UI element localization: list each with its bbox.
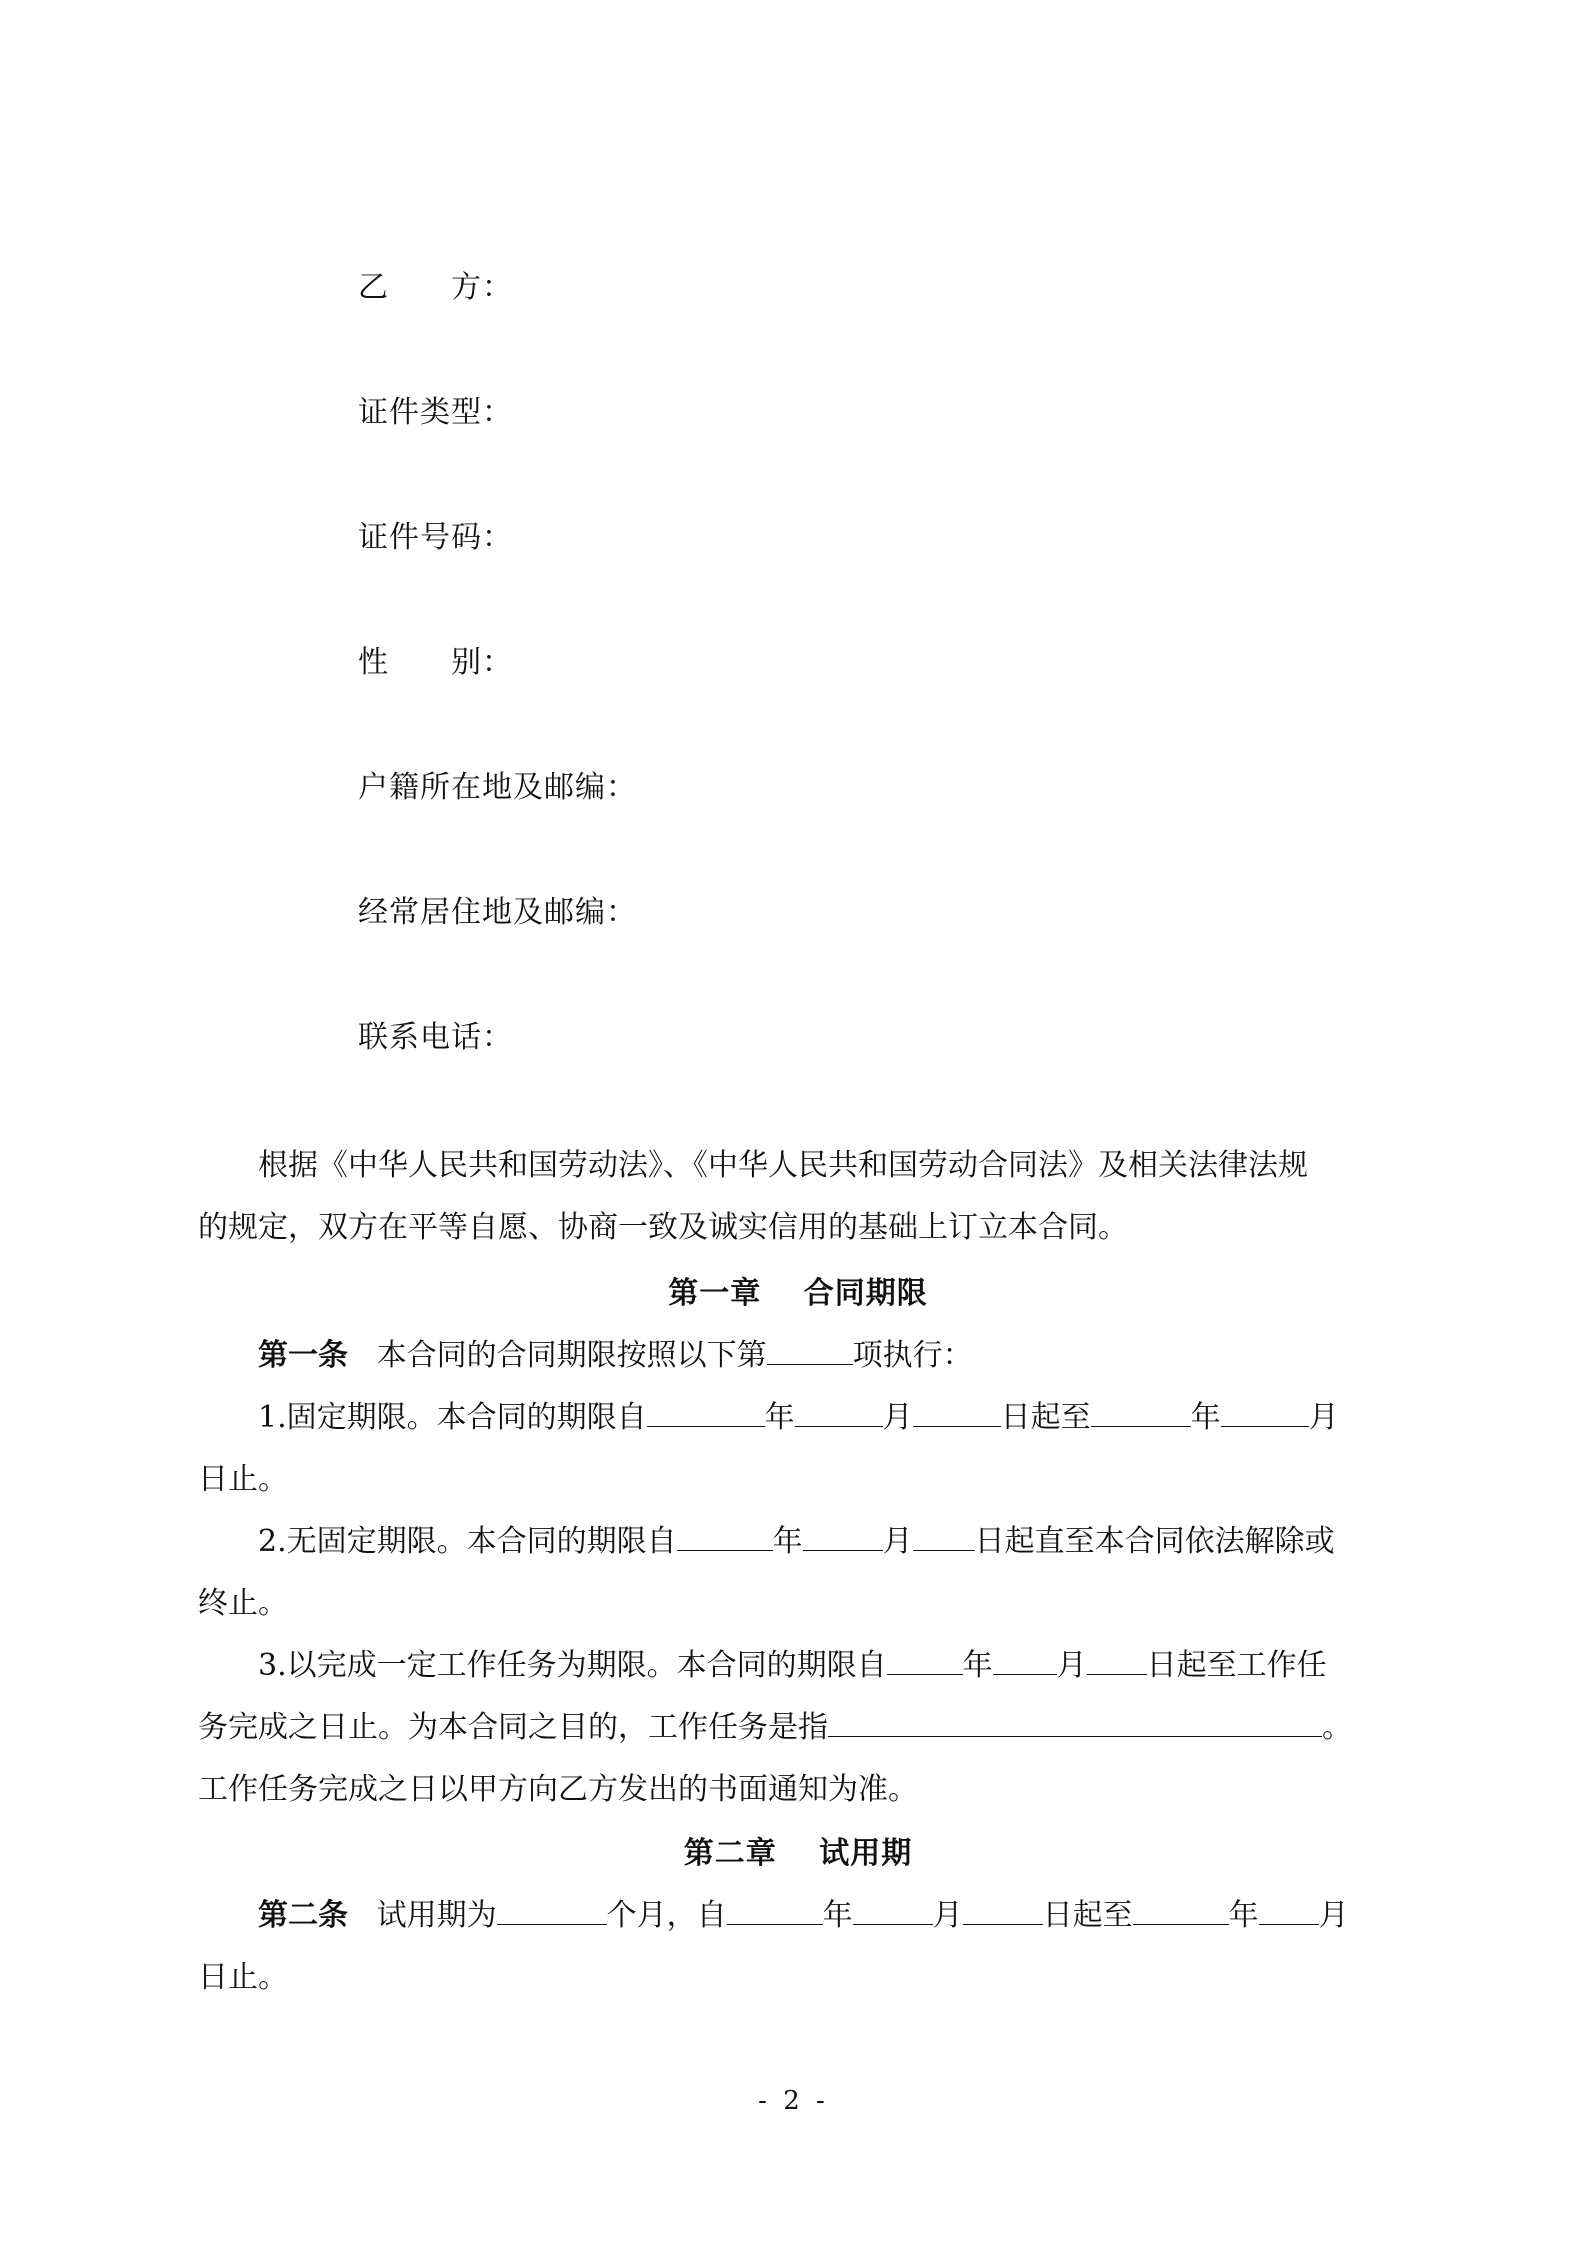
chapter-1-title: 第一章 合同期限	[668, 1276, 928, 1311]
article-2-text-e: 日起至	[1042, 1898, 1133, 1933]
intro-line-1: 根据《中华人民共和国劳动法》、《中华人民共和国劳动合同法》及相关法律法规	[258, 1148, 1308, 1183]
intro-line-2: 的规定，双方在平等自愿、协商一致及诚实信用的基础上订立本合同。	[198, 1210, 1128, 1245]
blank-year[interactable]	[727, 1892, 823, 1925]
blank-year[interactable]	[1091, 1394, 1191, 1427]
item-2-text-a: 2.无固定期限。本合同的期限自	[258, 1524, 677, 1559]
blank-day[interactable]	[1087, 1642, 1147, 1675]
article-2-text-f: 年	[1228, 1898, 1259, 1933]
item-1-text-b: 年	[764, 1400, 795, 1435]
gender-label: 性 别：	[358, 645, 513, 680]
item-3-text-line2a: 务完成之日止。为本合同之目的，工作任务是指	[198, 1710, 828, 1745]
chapter-2-title: 第二章 试用期	[683, 1836, 913, 1871]
item-1-text-d: 日起至	[1000, 1400, 1091, 1435]
article-1-label: 第一条	[258, 1338, 348, 1373]
item-3-text-c: 月	[1056, 1648, 1087, 1683]
chapter-2-body	[198, 1885, 1398, 2009]
item-3-text-line2b: 。	[1322, 1710, 1352, 1745]
item-2-text-b: 年	[772, 1524, 803, 1559]
item-1-text-e: 年	[1190, 1400, 1221, 1435]
article-2-text-b: 个月，自	[606, 1898, 727, 1933]
blank-work-task[interactable]	[828, 1704, 1322, 1737]
blank-day[interactable]	[963, 1892, 1043, 1925]
item-3-line-1	[198, 1635, 1398, 1697]
blank-year[interactable]	[887, 1642, 963, 1675]
intro-paragraph	[198, 1135, 1398, 1259]
item-2-text-d: 日起直至本合同依法解除或	[974, 1524, 1335, 1559]
article-2-text-d: 月	[932, 1898, 963, 1933]
blank-month[interactable]	[853, 1892, 933, 1925]
id-number-label: 证件号码：	[358, 520, 513, 555]
article-1-text-b: 项执行：	[852, 1338, 973, 1373]
article-2-text-c: 年	[822, 1898, 853, 1933]
article-2-line-1	[198, 1885, 1398, 1947]
article-2-text-a: 试用期为	[376, 1898, 497, 1933]
blank-month[interactable]	[993, 1642, 1057, 1675]
item-3-text-d: 日起至工作任	[1146, 1648, 1327, 1683]
phone-label: 联系电话：	[358, 1020, 513, 1055]
blank-month[interactable]	[795, 1394, 883, 1427]
blank-day[interactable]	[913, 1518, 975, 1551]
item-1-text-c: 月	[882, 1400, 913, 1435]
blank-year[interactable]	[677, 1518, 773, 1551]
household-address-label: 户籍所在地及邮编：	[358, 770, 637, 805]
blank-year[interactable]	[1133, 1892, 1229, 1925]
item-1-text-f: 月	[1308, 1400, 1339, 1435]
item-2-line-2: 终止。	[198, 1586, 288, 1621]
blank-month[interactable]	[803, 1518, 883, 1551]
item-3-line-2	[198, 1697, 1398, 1759]
blank-item-number[interactable]	[767, 1332, 853, 1365]
chapter-1-body	[198, 1325, 1398, 1821]
id-type-label: 证件类型：	[358, 395, 513, 430]
blank-month[interactable]	[1259, 1892, 1319, 1925]
article-2-text-g: 月	[1318, 1898, 1349, 1933]
article-2-label: 第二条	[258, 1898, 348, 1933]
page-number: - 2 -	[758, 2086, 829, 2116]
blank-year[interactable]	[647, 1394, 765, 1427]
item-3-text-b: 年	[962, 1648, 993, 1683]
item-2-text-c: 月	[882, 1524, 913, 1559]
item-1-line-2: 日止。	[198, 1462, 288, 1497]
blank-day[interactable]	[913, 1394, 1001, 1427]
article-1-text-a: 本合同的合同期限按照以下第	[376, 1338, 767, 1373]
article-1	[198, 1325, 1398, 1387]
item-2-line-1	[198, 1511, 1398, 1573]
item-3-line-3: 工作任务完成之日以甲方向乙方发出的书面通知为准。	[198, 1772, 918, 1807]
item-1-text-a: 1.固定期限。本合同的期限自	[258, 1400, 647, 1435]
blank-month[interactable]	[1221, 1394, 1309, 1427]
blank-months[interactable]	[497, 1892, 607, 1925]
item-3-text-a: 3.以完成一定工作任务为期限。本合同的期限自	[258, 1648, 887, 1683]
item-1-line-1	[198, 1387, 1398, 1449]
residence-address-label: 经常居住地及邮编：	[358, 895, 637, 930]
article-2-line-2: 日止。	[198, 1960, 288, 1995]
party-b-label: 乙 方：	[358, 270, 513, 305]
